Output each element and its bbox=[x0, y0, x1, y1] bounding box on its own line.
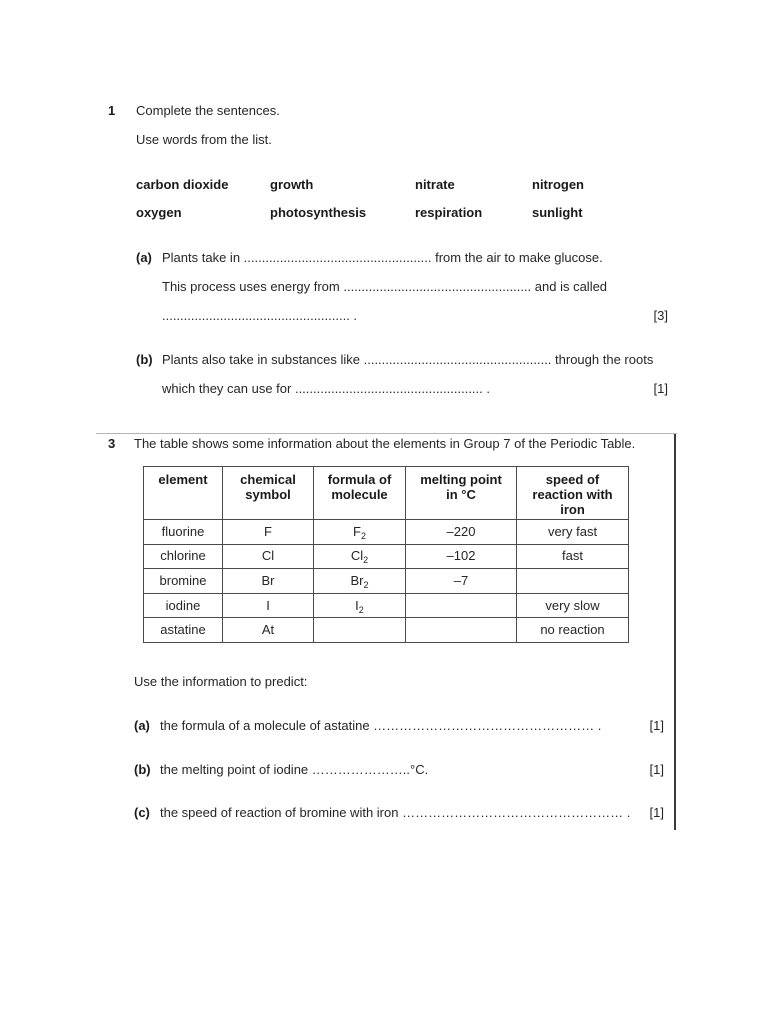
table-cell-speed: no reaction bbox=[517, 618, 629, 643]
formula-subscript: 2 bbox=[360, 530, 366, 541]
question-3-part-a-text: the formula of a molecule of astatine …………………………………………… . bbox=[160, 718, 602, 733]
table-cell-formula bbox=[314, 569, 406, 594]
table-cell-symbol: Cl bbox=[223, 544, 314, 569]
table-cell-melting-point bbox=[406, 593, 517, 618]
question-1-part-a-line: Plants take in .................................................... from the air to make glucose. bbox=[162, 250, 603, 265]
table-cell-formula bbox=[314, 544, 406, 569]
table-cell-symbol: I bbox=[223, 593, 314, 618]
question-3-part-b-text: the melting point of iodine …………………..°C. bbox=[160, 762, 429, 777]
table-row bbox=[144, 544, 629, 569]
question-3-number: 3 bbox=[108, 436, 116, 451]
word-list-item: respiration bbox=[415, 205, 483, 220]
table-cell-speed: fast bbox=[517, 544, 629, 569]
word-list-item: nitrogen bbox=[532, 177, 584, 192]
formula-base: Cl bbox=[350, 548, 364, 564]
table-header-chemical-symbol: chemical symbol bbox=[223, 467, 314, 520]
formula-subscript: 2 bbox=[363, 555, 369, 566]
formula-base: Br bbox=[350, 572, 364, 588]
question-1-part-a-line: This process uses energy from .................................................... and is called bbox=[162, 279, 608, 294]
formula-subscript: 2 bbox=[363, 579, 369, 590]
word-list-item: carbon dioxide bbox=[136, 177, 229, 192]
formula-base: F bbox=[353, 523, 361, 539]
word-list-item: growth bbox=[270, 177, 314, 192]
table-cell-speed: very fast bbox=[517, 520, 629, 545]
table-row bbox=[144, 520, 629, 545]
word-list-item: nitrate bbox=[415, 177, 455, 192]
question-3-part-b-marks: [1] bbox=[649, 762, 664, 777]
question-1-part-b-line: Plants also take in substances like .................................................... through the roots bbox=[162, 352, 654, 367]
question-1-intro: Complete the sentences. bbox=[136, 103, 280, 118]
table-row bbox=[144, 593, 629, 618]
table-row bbox=[144, 569, 629, 594]
question-3-part-c-label: (c) bbox=[134, 805, 150, 820]
table-cell-symbol: Br bbox=[223, 569, 314, 594]
table-cell-element: iodine bbox=[144, 593, 223, 618]
question-1-part-a-marks: [3] bbox=[653, 308, 668, 323]
margin-line bbox=[674, 434, 676, 830]
table-cell-melting-point bbox=[406, 618, 517, 643]
table-header-speed: speed of reaction with iron bbox=[517, 467, 629, 520]
question-1-instruction: Use words from the list. bbox=[136, 132, 272, 147]
question-1-part-a-line: .................................................... . bbox=[162, 308, 358, 323]
table-cell-symbol: At bbox=[223, 618, 314, 643]
question-3-part-b-label: (b) bbox=[134, 762, 151, 777]
question-3-part-a-marks: [1] bbox=[649, 718, 664, 733]
table-cell-speed bbox=[517, 569, 629, 594]
table-cell-element: bromine bbox=[144, 569, 223, 594]
question-3-part-c-text: the speed of reaction of bromine with iron …………………………………………… . bbox=[160, 805, 631, 820]
question-3-intro: The table shows some information about the elements in Group 7 of the Periodic Table. bbox=[134, 436, 636, 451]
table-cell-element: chlorine bbox=[144, 544, 223, 569]
formula-base: I bbox=[355, 597, 359, 613]
table-cell-speed: very slow bbox=[517, 593, 629, 618]
formula-subscript: 2 bbox=[358, 604, 364, 615]
table-cell-element: astatine bbox=[144, 618, 223, 643]
table-header-element: element bbox=[144, 467, 223, 520]
table-row bbox=[144, 618, 629, 643]
word-list-item: photosynthesis bbox=[270, 205, 367, 220]
section-divider bbox=[96, 433, 677, 434]
table-cell-formula bbox=[314, 618, 406, 643]
table-cell-element: fluorine bbox=[144, 520, 223, 545]
table-cell-formula bbox=[314, 520, 406, 545]
table-cell-melting-point: –102 bbox=[406, 544, 517, 569]
question-1-number: 1 bbox=[108, 103, 116, 118]
word-list-item: oxygen bbox=[136, 205, 182, 220]
table-cell-melting-point: –220 bbox=[406, 520, 517, 545]
table-header-row bbox=[144, 467, 629, 520]
elements-table bbox=[143, 466, 629, 643]
table-header-formula: formula of molecule bbox=[314, 467, 406, 520]
table-cell-melting-point: –7 bbox=[406, 569, 517, 594]
table-cell-symbol: F bbox=[223, 520, 314, 545]
question-1-part-b-label: (b) bbox=[136, 352, 153, 367]
question-3-part-a-label: (a) bbox=[134, 718, 150, 733]
question-1-part-b-line: which they can use for .................................................... . bbox=[162, 381, 490, 396]
word-list-item: sunlight bbox=[532, 205, 583, 220]
question-1-part-b-marks: [1] bbox=[653, 381, 668, 396]
question-3-part-c-marks: [1] bbox=[649, 805, 664, 820]
question-1-part-a-label: (a) bbox=[136, 250, 152, 265]
question-3-prompt: Use the information to predict: bbox=[134, 674, 308, 689]
table-cell-formula bbox=[314, 593, 406, 618]
table-header-melting-point: melting point in °C bbox=[406, 467, 517, 520]
